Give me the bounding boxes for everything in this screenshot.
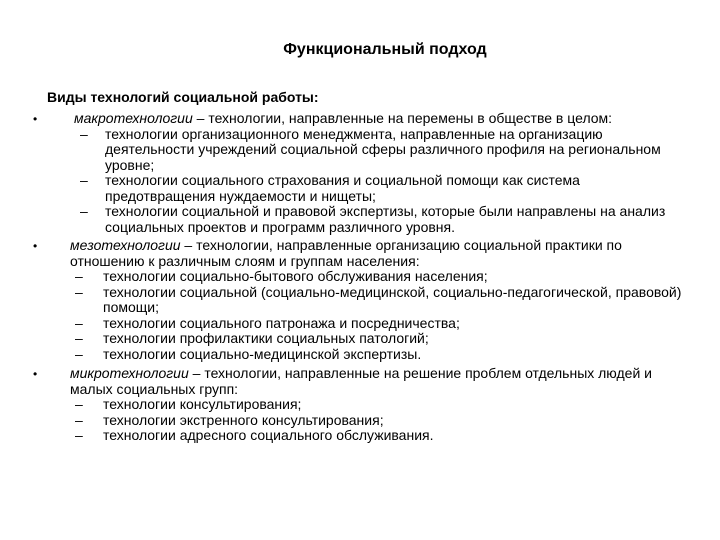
sublist-item-text: технологии экстренного консультирования;: [103, 411, 384, 428]
meso-term: мезотехнологии: [70, 237, 181, 253]
dash-icon: –: [75, 314, 83, 331]
macro-definition: – технологии, направленные на перемены в обществе в целом:: [192, 110, 613, 126]
macro-sublist: [0, 127, 720, 236]
page-title: Функциональный подход: [283, 41, 487, 58]
sublist-item-text: технологии социальной и правовой экспертизы, которые были направлены на анализ социальных проектов и программ различного уровня.: [105, 203, 666, 235]
micro-sublist: [0, 397, 720, 444]
sublist-item-text: технологии профилактики социальных патологий;: [103, 330, 429, 346]
sublist-item-text: технологии организационного менеджмента, направленные на организацию деятельности учреждений социальной сферы различного профиля на региональном уровне;: [105, 125, 661, 173]
technology-types-list: [0, 111, 720, 444]
sublist-item: [0, 204, 685, 235]
dash-icon: –: [75, 427, 83, 443]
list-item-meso: [0, 238, 720, 362]
dash-icon: –: [75, 411, 83, 428]
dash-icon: –: [75, 283, 83, 300]
dash-icon: –: [75, 330, 83, 346]
micro-lead: [70, 366, 660, 397]
sublist-item-text: технологии социального патронажа и посредничества;: [103, 314, 460, 331]
sublist-item-text: технологии социально-медицинской экспертизы.: [103, 345, 422, 362]
sublist-item-text: технологии социального страхования и социальной помощи как система предотвращения нуждаемости и нищеты;: [105, 172, 580, 204]
dash-icon: –: [80, 203, 88, 219]
dash-icon: –: [75, 345, 83, 362]
sublist-item: [0, 173, 685, 204]
bullet-icon: •: [33, 112, 38, 126]
meso-sublist: [0, 269, 720, 362]
bullet-icon: •: [33, 239, 38, 253]
sublist-item: [0, 316, 683, 332]
sublist-item: [0, 428, 683, 444]
list-item-macro: [0, 111, 720, 235]
meso-definition: – технологии, направленные организацию социальной практики по отношению к различным слоям и группам населения:: [70, 237, 622, 269]
sublist-item: [0, 127, 685, 174]
section-heading: Виды технологий социальной работы:: [47, 89, 319, 105]
sublist-item: [0, 331, 683, 347]
sublist-item: [0, 269, 683, 285]
dash-icon: –: [80, 125, 88, 142]
micro-definition: – технологии, направленные на решение проблем отдельных людей и малых социальных групп:: [70, 365, 652, 397]
sublist-item-text: технологии адресного социального обслуживания.: [103, 427, 434, 443]
sublist-item: [0, 397, 683, 413]
dash-icon: –: [80, 172, 88, 188]
micro-term: микротехнологии: [70, 365, 189, 381]
sublist-item-text: технологии социально-бытового обслуживания населения;: [103, 268, 488, 284]
dash-icon: –: [75, 268, 83, 284]
bullet-icon: •: [33, 367, 38, 381]
meso-lead: [70, 238, 660, 269]
sublist-item-text: технологии социальной (социально-медицинской, социально-педагогической, правовой) помощи;: [103, 283, 682, 315]
dash-icon: –: [75, 396, 83, 412]
sublist-item: [0, 285, 683, 316]
sublist-item: [0, 347, 683, 363]
macro-term: макротехнологии: [74, 110, 193, 126]
sublist-item-text: технологии консультирования;: [103, 396, 302, 412]
sublist-item: [0, 413, 683, 429]
list-item-micro: [0, 366, 720, 444]
macro-lead: [70, 111, 664, 127]
